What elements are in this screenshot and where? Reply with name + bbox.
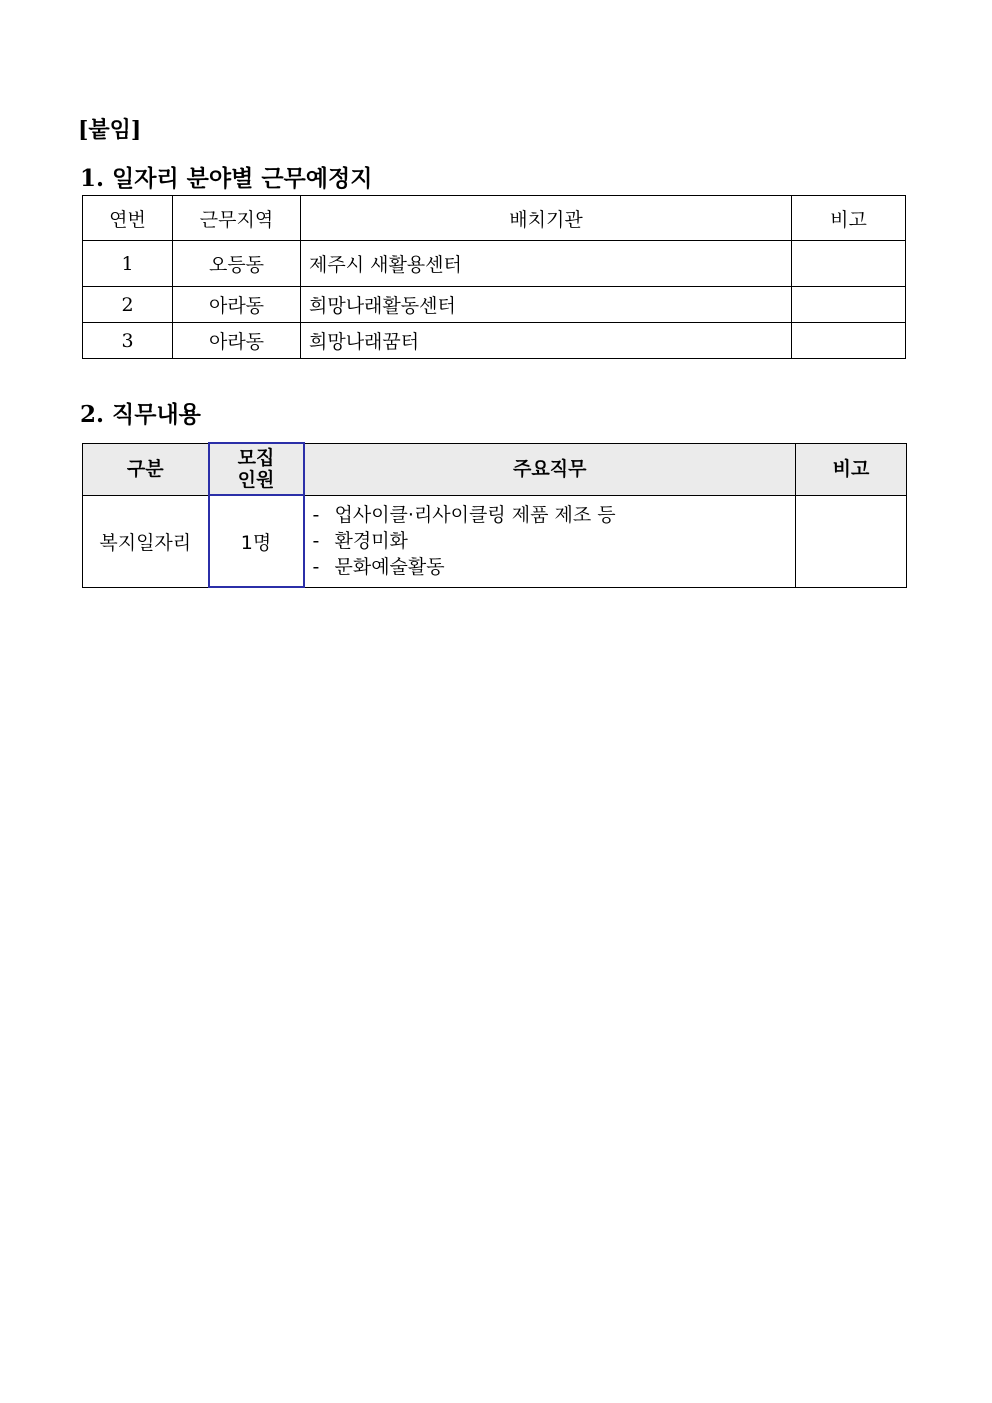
table-row: [83, 495, 907, 587]
cell-duties: [304, 495, 796, 587]
cell-recruit-count: 1명: [209, 495, 304, 587]
duty-item: [313, 554, 796, 580]
cell-org: 희망나래활동센터: [301, 287, 792, 323]
table-row: [83, 241, 906, 287]
duty-text: 환경미화: [334, 530, 408, 552]
duty-item: [313, 502, 796, 528]
table-header-row: [83, 196, 906, 241]
duty-item: [313, 528, 796, 554]
cell-note: [796, 495, 907, 587]
cell-org: 제주시 새활용센터: [301, 241, 792, 287]
bullet-dash: -: [312, 504, 320, 526]
header-org: 배치기관: [301, 196, 792, 241]
header-note: 비고: [796, 443, 907, 495]
attachment-label: [붙임]: [78, 117, 142, 143]
job-description-table: [82, 442, 907, 588]
section1-title: 1. 일자리 분야별 근무예정지: [80, 165, 373, 192]
cell-area: 오등동: [173, 241, 301, 287]
duty-text: 문화예술활동: [334, 556, 445, 578]
cell-no: 2: [83, 287, 173, 323]
cell-note: [792, 323, 906, 359]
header-recruit-line2: 인원: [237, 469, 275, 491]
bullet-dash: -: [312, 530, 320, 552]
bullet-dash: -: [312, 556, 320, 578]
table-row: [83, 287, 906, 323]
header-no: 연번: [83, 196, 173, 241]
header-note: 비고: [792, 196, 906, 241]
table-row: [83, 323, 906, 359]
header-recruit-count: [209, 443, 304, 495]
header-recruit-line1: 모집: [237, 447, 275, 469]
cell-note: [792, 287, 906, 323]
cell-note: [792, 241, 906, 287]
header-area: 근무지역: [173, 196, 301, 241]
cell-no: 1: [83, 241, 173, 287]
table-header-row: [83, 443, 907, 495]
cell-area: 아라동: [173, 323, 301, 359]
cell-no: 3: [83, 323, 173, 359]
section2-title: 2. 직무내용: [80, 401, 201, 428]
cell-area: 아라동: [173, 287, 301, 323]
duty-text: 업사이클·리사이클링 제품 제조 등: [334, 504, 616, 526]
work-location-table: [82, 195, 906, 359]
header-duties: 주요직무: [304, 443, 796, 495]
cell-category: 복지일자리: [83, 495, 209, 587]
cell-org: 희망나래꿈터: [301, 323, 792, 359]
header-category: 구분: [83, 443, 209, 495]
